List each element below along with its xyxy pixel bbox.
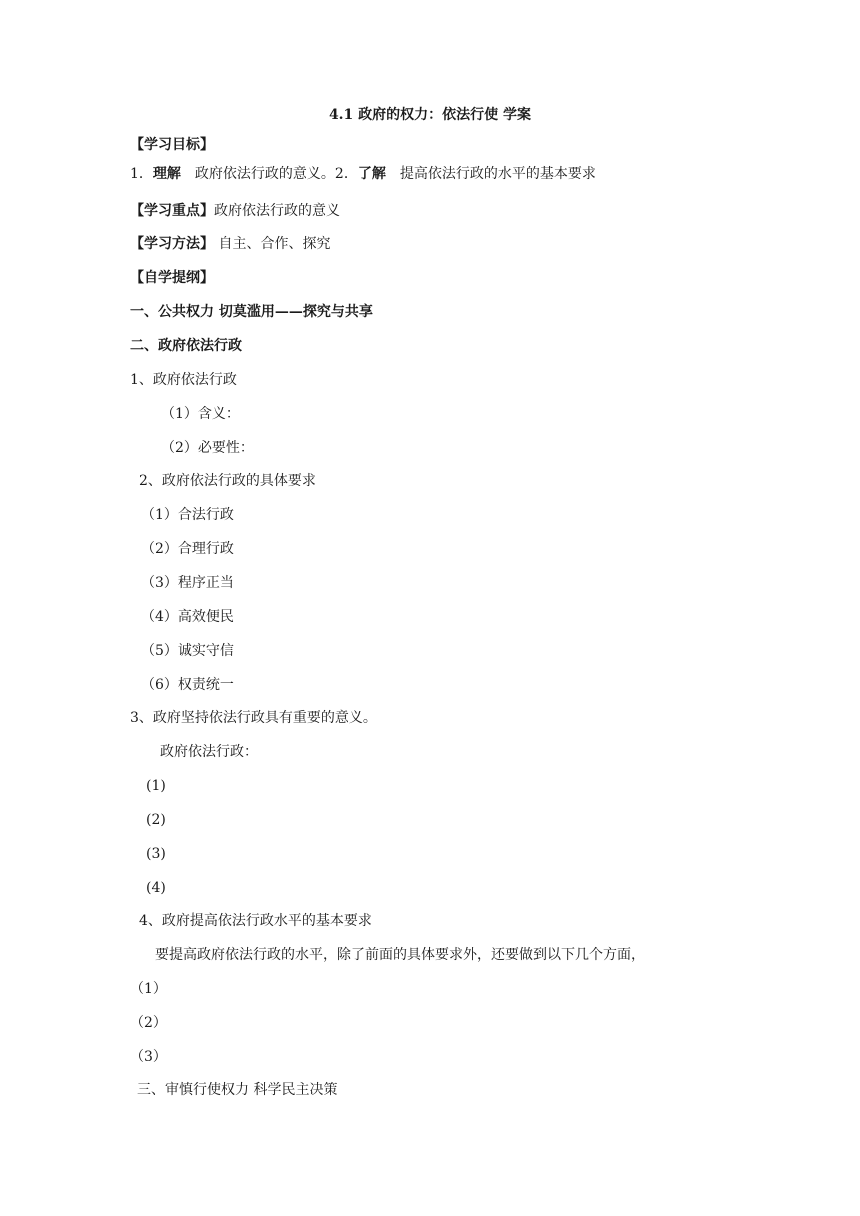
item-3-sub: (3) [146,846,166,862]
item-2-sub: （5）诚实守信 [141,643,234,659]
learning-goals-text [130,165,596,183]
item-1-title: 1、政府依法行政 [130,372,237,388]
item-3-intro: 政府依法行政： [160,744,258,760]
item-1-sub-necessity: （2）必要性： [161,440,254,456]
item-2-sub: （1）合法行政 [141,507,234,523]
item-3-sub: (4) [146,880,166,896]
item-1-sub-meaning: （1）含义： [161,406,240,422]
item-2-sub: （2）合理行政 [141,541,234,557]
learning-method [130,235,330,253]
section-2-heading: 二、政府依法行政 [130,338,242,354]
item-4-title: 4、政府提高依法行政水平的基本要求 [139,913,372,929]
goal-number: 1． [130,166,153,182]
item-3-sub: (2) [146,812,166,828]
item-4-sub: （1） [130,981,167,997]
item-4-intro: 要提高政府依法行政的水平，除了前面的具体要求外，还要做到以下几个方面， [155,947,645,963]
learning-method-label: 【学习方法】 [130,236,214,252]
item-4-sub: （3） [130,1049,167,1065]
item-2-sub: （6）权责统一 [141,677,234,693]
document-title: 4.1 政府的权力：依法行使 学案 [328,107,532,123]
learning-goals-heading: 【学习目标】 [130,137,214,153]
outline-heading: 【自学提纲】 [130,270,214,286]
section-3-heading: 三、审慎行使权力 科学民主决策 [137,1082,338,1098]
learning-focus-text: 政府依法行政的意义 [214,203,340,219]
learning-focus [130,202,340,220]
item-2-title: 2、政府依法行政的具体要求 [139,473,316,489]
goal-verb-understand: 理解 [152,166,181,182]
item-3-title: 3、政府坚持依法行政具有重要的意义。 [130,710,377,726]
item-2-sub: （4）高效便民 [141,609,234,625]
item-3-sub: (1) [146,778,166,794]
goal-text-1: 政府依法行政的意义。2． [180,166,358,182]
section-1-heading: 一、公共权力 切莫滥用——探究与共享 [130,304,373,320]
learning-focus-label: 【学习重点】 [130,203,214,219]
goal-text-2: 提高依法行政的水平的基本要求 [385,166,596,182]
goal-verb-know: 了解 [357,166,386,182]
item-4-sub: （2） [130,1015,167,1031]
item-2-sub: （3）程序正当 [141,575,234,591]
learning-method-text: 自主、合作、探究 [214,236,331,252]
